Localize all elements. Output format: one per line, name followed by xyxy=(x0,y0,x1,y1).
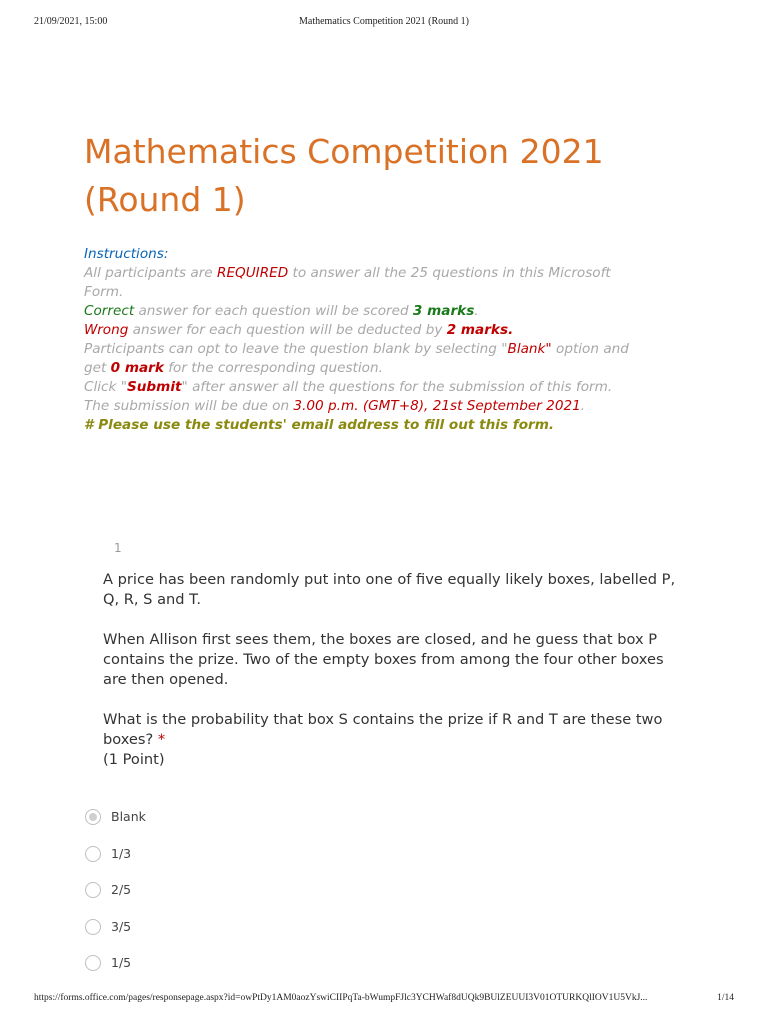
radio-button[interactable] xyxy=(85,955,101,971)
option-label: 1/5 xyxy=(111,955,132,970)
option-1-5[interactable] xyxy=(85,952,385,989)
instructions-line-correct: Correct answer for each question will be scored 3 marks. xyxy=(84,303,479,319)
required-asterisk: * xyxy=(157,731,166,748)
option-2-5[interactable] xyxy=(85,879,385,916)
option-blank[interactable] xyxy=(85,806,385,843)
instructions-line-wrong: Wrong answer for each question will be deducted by 2 marks. xyxy=(84,322,514,338)
question-paragraph-2: When Allison first sees them, the boxes are closed, and he guess that box P contains the prize. Two of the empty boxes from among the four other boxes are then opened. xyxy=(103,631,664,688)
form-title xyxy=(84,128,704,224)
question-number: 1 xyxy=(114,541,122,555)
radio-button[interactable] xyxy=(85,882,101,898)
question-text xyxy=(103,570,678,770)
instructions-line-blank: Participants can opt to leave the question blank by selecting "Blank" option and xyxy=(84,341,629,357)
option-label: 3/5 xyxy=(111,918,132,934)
form-title-line2: (Round 1) xyxy=(84,180,246,219)
instructions-line-required: All participants are REQUIRED to answer all the 25 questions in this Microsoft xyxy=(84,265,611,281)
instructions-line-email: # Please use the students' email address to fill out this form. xyxy=(84,417,555,433)
instructions-line-submit: Click "Submit" after answer all the questions for the submission of this form. xyxy=(84,379,613,395)
question-paragraph-3: What is the probability that box S contains the prize if R and T are these two boxes? * xyxy=(103,711,663,748)
instructions-line-due: The submission will be due on 3.00 p.m. (GMT+8), 21st September 2021. xyxy=(84,398,586,414)
form-title-line1: Mathematics Competition 2021 xyxy=(84,132,604,171)
instructions-line-zero: get 0 mark for the corresponding question. xyxy=(84,360,383,376)
form-instructions xyxy=(84,245,684,435)
print-document-title: Mathematics Competition 2021 (Round 1) xyxy=(299,16,469,27)
instructions-line-form: Form. xyxy=(84,284,124,300)
print-url: https://forms.office.com/pages/responsepage.aspx?id=owPtDy1AM0aozYswiCIIPqTa-bWumpFJlc3YCHWaf8dUQk9BUlZEUUI3V01OTURKQlIOV1U5VkJ... xyxy=(34,993,648,1003)
print-date: 21/09/2021, 15:00 xyxy=(34,16,108,27)
print-footer xyxy=(34,993,734,1007)
option-3-5[interactable] xyxy=(85,916,385,953)
option-1-3[interactable] xyxy=(85,843,385,880)
instructions-heading: Instructions: xyxy=(84,246,169,262)
page-number: 1/14 xyxy=(717,993,734,1003)
answer-options xyxy=(85,806,385,989)
question-points: (1 Point) xyxy=(103,751,165,768)
radio-button[interactable] xyxy=(85,919,101,935)
radio-button[interactable] xyxy=(85,846,101,862)
option-label: 2/5 xyxy=(111,882,132,897)
print-header xyxy=(34,16,734,30)
question-paragraph-1: A price has been randomly put into one of five equally likely boxes, labelled P, Q, R, S and T. xyxy=(103,571,676,608)
option-label: Blank xyxy=(111,809,146,824)
option-label: 1/3 xyxy=(111,845,132,861)
radio-button-selected[interactable] xyxy=(85,809,101,825)
